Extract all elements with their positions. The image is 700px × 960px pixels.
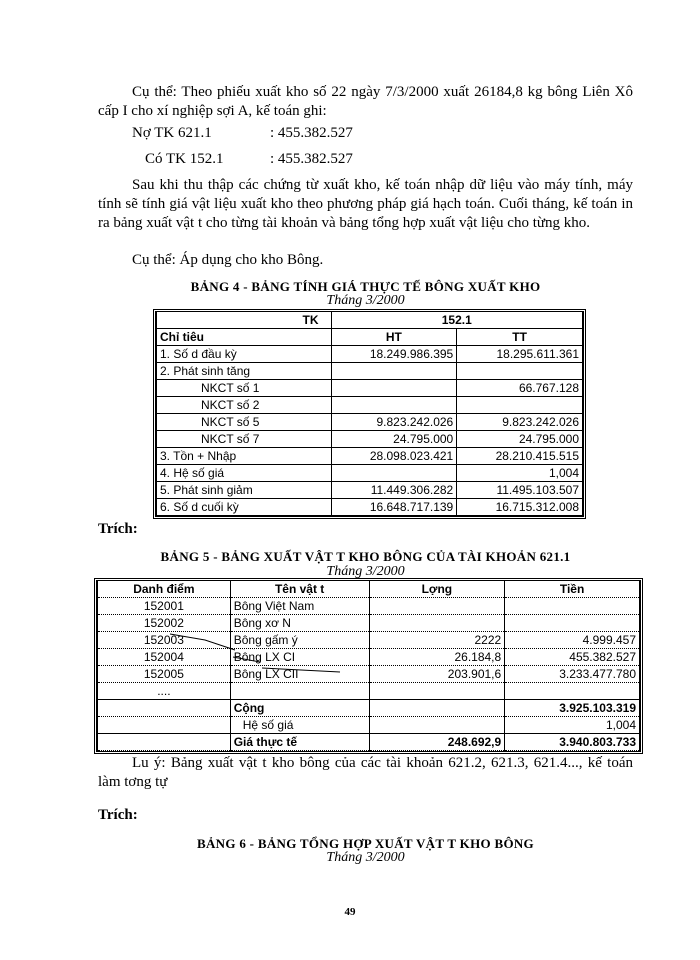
table5-subtitle: Tháng 3/2000 <box>326 564 405 579</box>
table5-cell-code: 152002 <box>98 615 231 632</box>
table5-cell-amount: 3.925.103.319 <box>505 700 640 717</box>
table5-row <box>98 632 640 649</box>
table5-cell-qty <box>369 683 505 700</box>
table4-frame <box>153 309 586 519</box>
intro-paragraph-3: Cụ thể: Áp dụng cho kho Bông. <box>132 252 324 268</box>
table5-header-amount: Tiền <box>505 581 640 598</box>
table4-row <box>157 431 583 448</box>
table5-cell-amount <box>505 598 640 615</box>
table4-cell-label: NKCT số 2 <box>157 397 332 414</box>
table5-cell-name: Bông LX CI <box>230 649 369 666</box>
table5-cell-amount: 455.382.527 <box>505 649 640 666</box>
table5-cell-name: Bông LX CII <box>230 666 369 683</box>
table5-cell-name: Bông Việt Nam <box>230 598 369 615</box>
table5-cell-name <box>230 683 369 700</box>
table5-cell-amount: 3.940.803.733 <box>505 734 640 751</box>
table4-header-tk: TK <box>157 312 332 329</box>
table5-cell-qty: 2222 <box>369 632 505 649</box>
table4-cell-ht: 24.795.000 <box>331 431 457 448</box>
table5-row <box>98 700 640 717</box>
debit-value: : 455.382.527 <box>270 125 353 141</box>
table4-cell-ht <box>331 465 457 482</box>
table4-row <box>157 397 583 414</box>
table5-cell-qty <box>369 717 505 734</box>
table4-cell-label: 5. Phát sinh giảm <box>157 482 332 499</box>
table4-header-account: 152.1 <box>331 312 583 329</box>
credit-label: Có TK 152.1 <box>145 151 224 167</box>
table4-cell-tt: 16.715.312.008 <box>457 499 583 516</box>
table5-cell-qty <box>369 615 505 632</box>
table6-title: BẢNG 6 - BẢNG TỔNG HỢP XUẤT VẬT T KHO BÔNG <box>197 836 534 851</box>
table4-cell-label: NKCT số 5 <box>157 414 332 431</box>
table5-cell-amount <box>505 683 640 700</box>
table5-cell-amount: 4.999.457 <box>505 632 640 649</box>
trich-label-1: Trích: <box>98 521 138 537</box>
table5-cell-amount <box>505 615 640 632</box>
table5-cell-code: 152005 <box>98 666 231 683</box>
table4-header-tt: TT <box>457 329 583 346</box>
table4-cell-tt: 9.823.242.026 <box>457 414 583 431</box>
table4-cell-label: 1. Số d đầu kỳ <box>157 346 332 363</box>
table4-cell-ht: 28.098.023.421 <box>331 448 457 465</box>
table5 <box>97 581 640 751</box>
table4-cell-label: 4. Hệ số giá <box>157 465 332 482</box>
table5-cell-qty: 203.901,6 <box>369 666 505 683</box>
intro-paragraph-1: Cụ thể: Theo phiếu xuất kho số 22 ngày 7/3/2000 xuất 26184,8 kg bông Liên Xô cấp I cho xí nghiệp sợi A, kế toán ghi: <box>98 84 633 119</box>
table4-cell-tt: 18.295.611.361 <box>457 346 583 363</box>
table5-cell-code: 152004 <box>98 649 231 666</box>
table4-row <box>157 448 583 465</box>
table4 <box>156 312 583 516</box>
table6-subtitle: Tháng 3/2000 <box>326 850 405 865</box>
table4-cell-tt <box>457 363 583 380</box>
table5-cell-code: .... <box>98 683 231 700</box>
table5-header-name: Tên vật t <box>230 581 369 598</box>
table4-cell-label: 2. Phát sinh tăng <box>157 363 332 380</box>
table4-row <box>157 465 583 482</box>
table4-cell-tt: 24.795.000 <box>457 431 583 448</box>
table4-cell-ht: 11.449.306.282 <box>331 482 457 499</box>
table4-header-chitieu: Chỉ tiêu <box>157 329 332 346</box>
table5-cell-name: Giá thực tế <box>230 734 369 751</box>
table5-cell-name: Bông gấm ý <box>230 632 369 649</box>
table5-cell-code <box>98 717 231 734</box>
table4-cell-label: NKCT số 7 <box>157 431 332 448</box>
table5-cell-qty: 26.184,8 <box>369 649 505 666</box>
table4-row <box>157 499 583 516</box>
table4-row <box>157 380 583 397</box>
intro-paragraph-2: Sau khi thu thập các chứng từ xuất kho, kế toán nhập dữ liệu vào máy tính, máy tính sẽ tính giá vật liệu xuất kho theo phương pháp giá hạch toán. Cuối tháng, kế toán in ra bảng xuất vật t cho từng tài khoản và bảng tổng hợp xuất vật liệu cho từng kho. <box>98 177 633 231</box>
table5-cell-qty <box>369 598 505 615</box>
table4-subtitle: Tháng 3/2000 <box>326 293 405 308</box>
table5-frame <box>94 578 643 754</box>
table4-cell-ht: 16.648.717.139 <box>331 499 457 516</box>
table5-row <box>98 683 640 700</box>
table4-cell-tt: 28.210.415.515 <box>457 448 583 465</box>
table5-row <box>98 717 640 734</box>
table4-cell-ht: 18.249.986.395 <box>331 346 457 363</box>
table5-cell-name: Hệ số giá <box>230 717 369 734</box>
table4-row <box>157 482 583 499</box>
table5-cell-amount: 1,004 <box>505 717 640 734</box>
table4-cell-ht: 9.823.242.026 <box>331 414 457 431</box>
table5-header-qty: Lợng <box>369 581 505 598</box>
table4-row <box>157 363 583 380</box>
table4-cell-ht <box>331 380 457 397</box>
table5-cell-qty <box>369 700 505 717</box>
table5-cell-code: 152001 <box>98 598 231 615</box>
trich-label-2: Trích: <box>98 807 138 823</box>
table4-cell-ht <box>331 397 457 414</box>
table5-cell-name: Cộng <box>230 700 369 717</box>
table4-row <box>157 414 583 431</box>
table4-cell-label: 6. Số d cuối kỳ <box>157 499 332 516</box>
table5-cell-qty: 248.692,9 <box>369 734 505 751</box>
table5-row <box>98 734 640 751</box>
table5-row <box>98 615 640 632</box>
table5-row <box>98 598 640 615</box>
page-number: 49 <box>344 906 356 918</box>
table4-cell-label: NKCT số 1 <box>157 380 332 397</box>
table5-title: BẢNG 5 - BẢNG XUẤT VẬT T KHO BÔNG CỦA TÀI KHOẢN 621.1 <box>160 549 571 564</box>
table5-cell-code <box>98 700 231 717</box>
table5-row <box>98 666 640 683</box>
table4-row <box>157 346 583 363</box>
table5-header-code: Danh điểm <box>98 581 231 598</box>
table4-cell-tt <box>457 397 583 414</box>
table5-cell-code: 152003 <box>98 632 231 649</box>
table4-cell-label: 3. Tồn + Nhập <box>157 448 332 465</box>
table4-cell-tt: 11.495.103.507 <box>457 482 583 499</box>
table4-title: BẢNG 4 - BẢNG TÍNH GIÁ THỰC TẾ BÔNG XUẤT KHO <box>190 279 541 294</box>
table4-cell-tt: 1,004 <box>457 465 583 482</box>
table4-header-ht: HT <box>331 329 457 346</box>
table5-row <box>98 649 640 666</box>
table4-cell-ht <box>331 363 457 380</box>
credit-value: : 455.382.527 <box>270 151 353 167</box>
table5-cell-code <box>98 734 231 751</box>
debit-label: Nợ TK 621.1 <box>132 125 212 141</box>
table5-cell-name: Bông xơ N <box>230 615 369 632</box>
note-paragraph: Lu ý: Bảng xuất vật t kho bông của các tài khoản 621.2, 621.3, 621.4..., kế toán làm tơng tự <box>98 755 633 790</box>
table5-cell-amount: 3.233.477.780 <box>505 666 640 683</box>
table4-cell-tt: 66.767.128 <box>457 380 583 397</box>
